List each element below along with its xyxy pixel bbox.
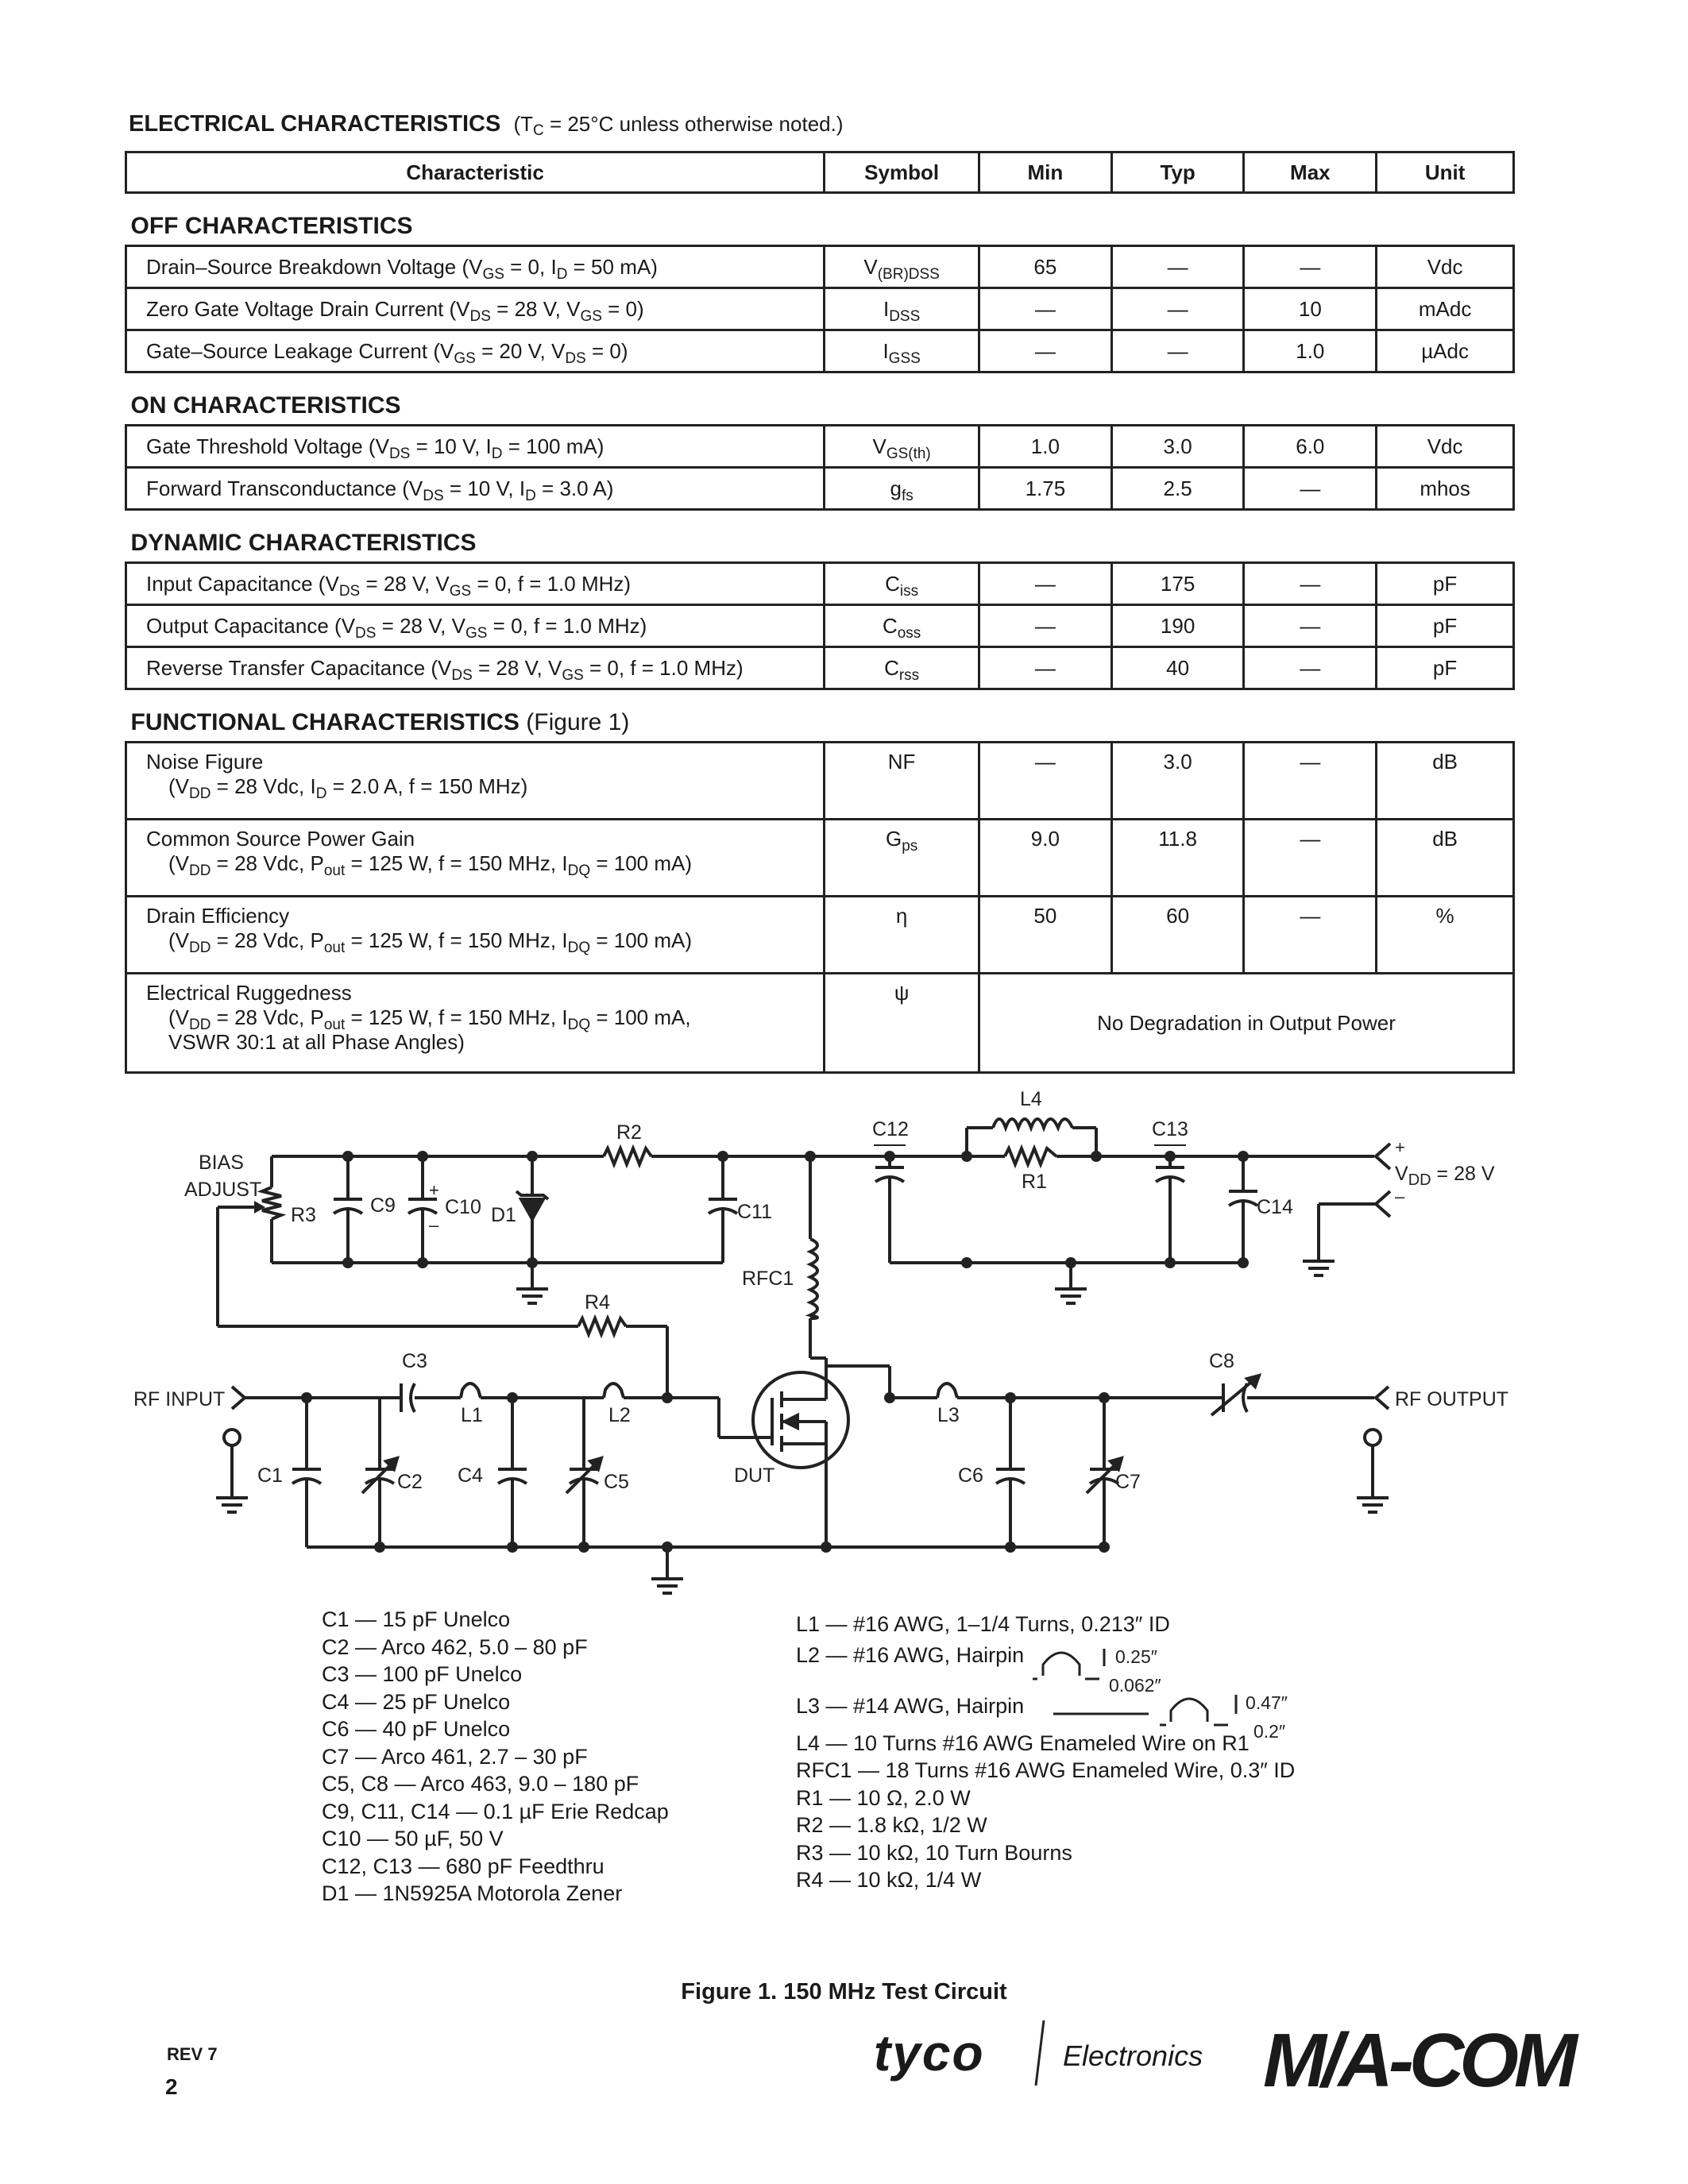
list-item: R1 — 10 Ω, 2.0 W [796, 1785, 971, 1810]
input-ground-post [216, 1430, 248, 1512]
circuit-labels [133, 1088, 1508, 1493]
svg-text:+: + [429, 1180, 439, 1200]
svg-text:–: – [429, 1215, 439, 1235]
rfc1-choke [810, 1239, 817, 1318]
list-item: C1 — 15 pF Unelco [322, 1607, 511, 1631]
svg-text:D1: D1 [491, 1204, 516, 1226]
table-row: Input Capacitance ($V_{DS} = 28$ V, $V_{GS} = 0$, f = 1.0 MHz) $C_{iss}$ — 175 — pF [126, 563, 1514, 605]
header-row: Characteristic Symbol Min Typ Max Unit [126, 152, 1514, 193]
c3-capacitor [401, 1383, 415, 1412]
list-item: R3 — 10 kΩ, 10 Turn Bourns [796, 1840, 1072, 1865]
svg-text:C2: C2 [397, 1471, 423, 1493]
c13-feedthru [1154, 1145, 1186, 1263]
r3-resistor [262, 1187, 281, 1219]
svg-text:R4: R4 [585, 1291, 610, 1314]
table-row: Drain Efficiency ($V_{DD} = 28$ Vdc, $P_{out} = 125$ W, f = 150 MHz, $I_{DQ} = 100$ mA) η 50 60 — % [126, 897, 1514, 974]
r2-resistor [604, 1148, 651, 1164]
svg-text:L1: L1 [461, 1404, 483, 1426]
svg-text:0.2″: 0.2″ [1253, 1721, 1286, 1742]
svg-text:RFC1: RFC1 [742, 1268, 794, 1290]
list-item: C4 — 25 pF Unelco [322, 1689, 511, 1714]
l3-inductor [937, 1383, 957, 1398]
list-item: C9, C11, C14 — 0.1 µF Erie Redcap [322, 1799, 669, 1823]
list-item: C3 — 100 pF Unelco [322, 1662, 523, 1686]
svg-text:C7: C7 [1115, 1471, 1141, 1493]
macom-logo: M/A-COM [1263, 2018, 1573, 2103]
list-item: C6 — 40 pF Unelco [322, 1717, 511, 1741]
vdd-minus-terminal[interactable] [1376, 1191, 1390, 1217]
svg-text:VDD = 28 V: $V_{DD} = 28$ V [1395, 1163, 1495, 1189]
list-item: L3 — #14 AWG, Hairpin [796, 1694, 1025, 1718]
table-row: Reverse Transfer Capacitance ($V_{DS} = 28$ V, $V_{GS} = 0$, f = 1.0 MHz) $C_{rss}$ — 40 — pF [126, 647, 1514, 689]
vdd-plus-terminal[interactable] [1376, 1144, 1390, 1169]
svg-text:C8: C8 [1209, 1350, 1234, 1372]
c1-capacitor [292, 1398, 321, 1547]
list-item: D1 — 1N5925A Motorola Zener [322, 1881, 623, 1905]
r1-resistor [1005, 1148, 1056, 1164]
svg-text:R2: R2 [616, 1121, 642, 1144]
figure-caption: Figure 1. 150 MHz Test Circuit [681, 1979, 1007, 2005]
l4-inductor [993, 1119, 1072, 1128]
electronics-wordmark: Electronics [1063, 2039, 1203, 2072]
parts-list-left [322, 1606, 669, 1908]
section-header: OFF CHARACTERISTICS [130, 213, 413, 239]
list-item: C10 — 50 µF, 50 V [322, 1827, 504, 1850]
svg-text:C1: C1 [257, 1464, 283, 1487]
table-row: Gate–Source Leakage Current ($V_{GS} = 20$ V, $V_{DS} = 0$) $I_{GSS}$ — — 1.0 µAdc [126, 330, 1514, 372]
svg-text:BIAS: BIAS [199, 1152, 244, 1174]
section-title: ELECTRICAL CHARACTERISTICS (TC = 25°C unless otherwise noted.) [129, 111, 844, 139]
dut-mosfet [751, 1358, 848, 1547]
junction-dots [301, 1151, 1249, 1553]
list-item: C5, C8 — Arco 463, 9.0 – 180 pF [322, 1772, 639, 1796]
svg-text:C3: C3 [402, 1350, 427, 1372]
svg-text:C6: C6 [958, 1464, 983, 1487]
svg-text:C13: C13 [1152, 1118, 1188, 1140]
svg-text:0.47″: 0.47″ [1246, 1692, 1288, 1713]
svg-text:R1: R1 [1022, 1171, 1047, 1193]
table-row: Electrical Ruggedness ($V_{DD} = 28$ Vdc, $P_{out} = 125$ W, f = 150 MHz, $I_{DQ} = 100$ mA, VSWR 30:1 at all Phase Angles) ψ No Degradation in Output Power [126, 974, 1514, 1073]
d1-zener-diode [516, 1191, 548, 1219]
c5-capacitor [566, 1398, 601, 1547]
list-item: R2 — 1.8 kΩ, 1/2 W [796, 1813, 987, 1837]
table-row: Noise Figure ($V_{DD} = 28$ Vdc, $I_D = 2.0$ A, f = 150 MHz) NF — 3.0 — dB [126, 743, 1514, 820]
l1-inductor [461, 1383, 481, 1398]
svg-text:C4: C4 [458, 1464, 483, 1487]
parts-list-right [796, 1611, 1295, 1894]
table-row: Gate Threshold Voltage ($V_{DS} = 10$ V, $I_D = 100$ mA) $V_{GS(th)}$ 1.0 3.0 6.0 Vdc [126, 426, 1514, 468]
c4-capacitor [498, 1398, 527, 1547]
svg-text:ADJUST: ADJUST [184, 1179, 262, 1201]
table-row: Common Source Power Gain ($V_{DD} = 28$ Vdc, $P_{out} = 125$ W, f = 150 MHz, $I_{DQ} = 100$ mA) $G_{ps}$ 9.0 11.8 — dB [126, 820, 1514, 897]
c6-capacitor [996, 1398, 1025, 1547]
list-item: R4 — 10 kΩ, 1/4 W [796, 1868, 982, 1892]
svg-text:0.25″: 0.25″ [1115, 1646, 1157, 1667]
list-item: L1 — #16 AWG, 1–1/4 Turns, 0.213″ ID [796, 1612, 1170, 1636]
c12-feedthru [874, 1145, 1243, 1263]
svg-text:RF OUTPUT: RF OUTPUT [1395, 1388, 1509, 1410]
list-item: RFC1 — 18 Turns #16 AWG Enameled Wire, 0.3″ ID [796, 1758, 1296, 1782]
table-row: Zero Gate Voltage Drain Current ($V_{DS} = 28$ V, $V_{GS} = 0$) $I_{DSS}$ — — 10 mAdc [126, 288, 1514, 330]
svg-text:0.062″: 0.062″ [1109, 1675, 1161, 1696]
list-item: L2 — #16 AWG, Hairpin [796, 1642, 1025, 1667]
svg-text:C11: C11 [737, 1201, 773, 1223]
svg-text:C9: C9 [370, 1194, 396, 1217]
list-item: C12, C13 — 680 pF Feedthru [322, 1854, 605, 1878]
svg-text:C14: C14 [1257, 1196, 1293, 1218]
list-item: C7 — Arco 461, 2.7 – 30 pF [322, 1744, 588, 1769]
svg-text:RF INPUT: RF INPUT [133, 1388, 226, 1410]
table-row: Output Capacitance ($V_{DS} = 28$ V, $V_{GS} = 0$, f = 1.0 MHz) $C_{oss}$ — 190 — pF [126, 605, 1514, 647]
svg-text:C10: C10 [445, 1196, 481, 1218]
svg-text:C5: C5 [604, 1471, 629, 1493]
c8-capacitor [1211, 1376, 1259, 1415]
svg-text:L4: L4 [1020, 1088, 1042, 1110]
page-number: 2 [165, 2074, 178, 2099]
rf-output-connector[interactable] [1376, 1387, 1389, 1409]
svg-text:C12: C12 [872, 1118, 909, 1140]
list-item: C2 — Arco 462, 5.0 – 80 pF [322, 1634, 588, 1659]
table-row: Drain–Source Breakdown Voltage ($V_{GS} = 0$, $I_D = 50$ mA) $V_{(BR)DSS}$ 65 — — Vdc [126, 246, 1514, 288]
section-header: FUNCTIONAL CHARACTERISTICS (Figure 1) [130, 709, 630, 735]
section-header: DYNAMIC CHARACTERISTICS [130, 530, 477, 556]
revision-label: REV 7 [167, 2044, 218, 2064]
logo-divider [1033, 2017, 1049, 2089]
output-ground-post [1357, 1430, 1389, 1512]
svg-text:–: – [1395, 1187, 1405, 1206]
c2-capacitor [362, 1398, 397, 1547]
l2-inductor [604, 1383, 624, 1398]
svg-text:+: + [1395, 1137, 1405, 1157]
c14-capacitor [1229, 1156, 1257, 1263]
rf-input-connector[interactable] [232, 1387, 245, 1409]
svg-text:L3: L3 [937, 1404, 960, 1426]
table-row: Forward Transconductance ($V_{DS} = 10$ V, $I_D = 3.0$ A) $g_{fs}$ 1.75 2.5 — mhos [126, 468, 1514, 510]
tyco-logo: tyco [874, 2024, 985, 2082]
svg-text:R3: R3 [291, 1204, 316, 1226]
list-item: L4 — 10 Turns #16 AWG Enameled Wire on R1 [796, 1731, 1250, 1755]
svg-text:L2: L2 [608, 1404, 631, 1426]
section-header: ON CHARACTERISTICS [130, 392, 401, 419]
r4-resistor [578, 1318, 626, 1334]
svg-text:DUT: DUT [734, 1464, 775, 1487]
